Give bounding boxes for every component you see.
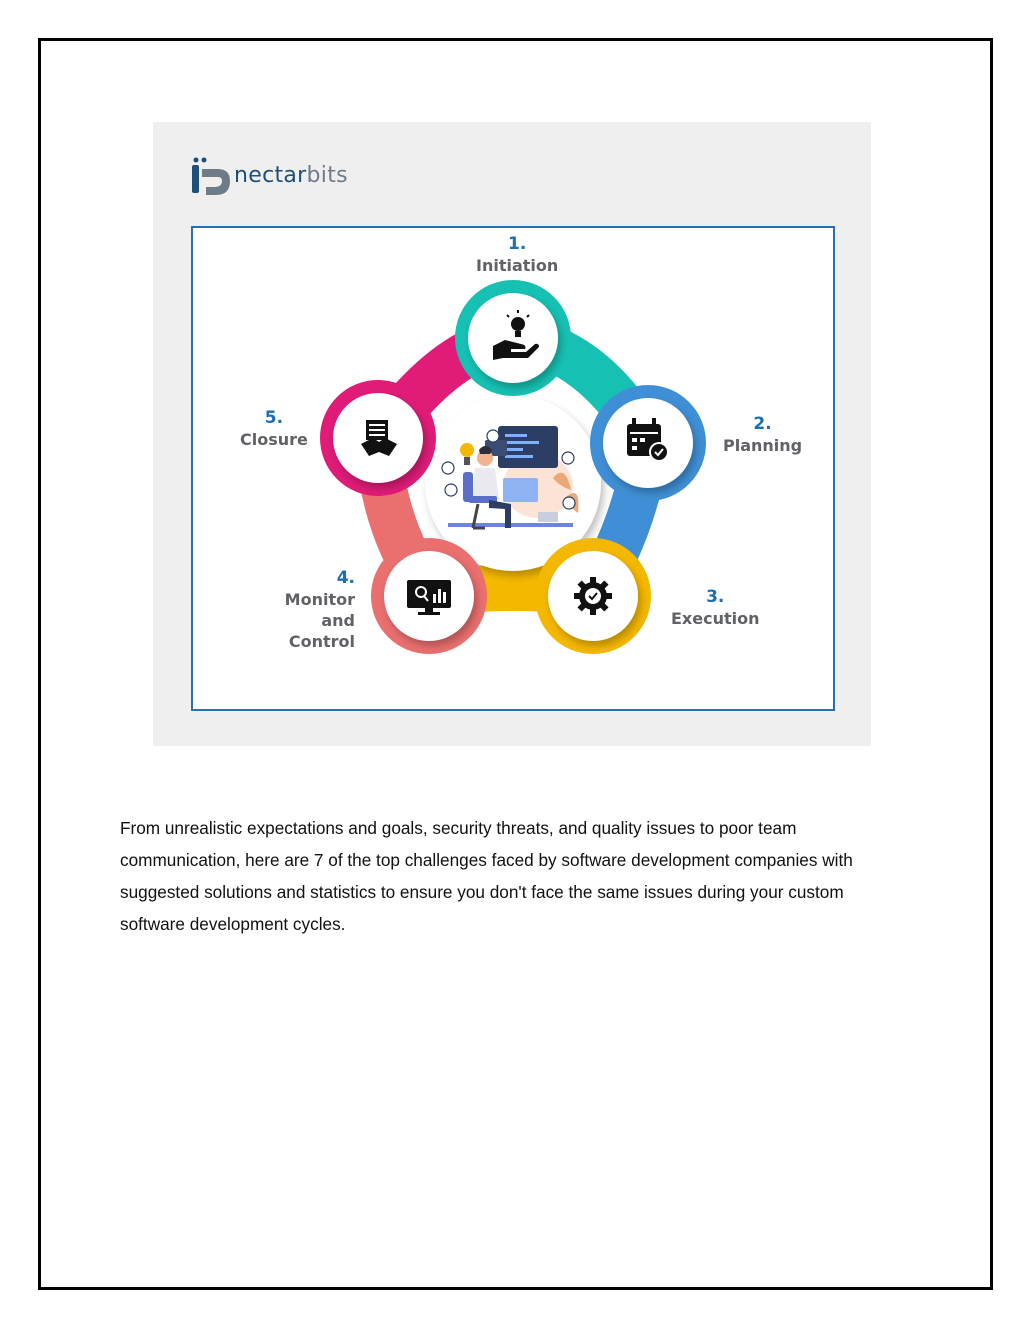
nectarbits-logo-icon (190, 155, 232, 201)
step-4-number: 4. (336, 568, 355, 588)
step-2-title: Planning (723, 436, 803, 455)
step-4-node (371, 538, 487, 654)
step-1-node (455, 280, 571, 396)
step-5-title: Closure (240, 430, 308, 449)
step-2-number: 2. (753, 414, 772, 434)
step-4-label (281, 568, 355, 652)
step-4-title-line-1: Monitor (284, 590, 355, 609)
step-3-number: 3. (706, 587, 725, 607)
step-1-title: Initiation (476, 256, 559, 275)
logo-wordmark (234, 163, 348, 188)
step-2-node (590, 385, 706, 501)
step-3-label (671, 587, 760, 629)
step-1-label (476, 234, 558, 276)
nectarbits-logo (190, 155, 380, 201)
body-paragraph: From unrealistic expectations and goals, security threats, and quality issues to poor team communication, here are 7 of the top challenges faced by software development companies with suggested solutions and statistics to ensure you don't face the same issues during your custom software development cycles. (120, 818, 853, 934)
step-4-title-line-3: Control (288, 632, 355, 651)
logo-wordmark-nectar: nectar (234, 163, 307, 188)
step-5-label (240, 408, 308, 450)
step-5-number: 5. (264, 408, 284, 428)
gear-check-icon (574, 577, 612, 615)
logo-wordmark-bits: bits (306, 163, 348, 188)
step-4-title-line-2: and (321, 611, 355, 630)
step-2-label (723, 414, 802, 456)
step-3-node (535, 538, 651, 654)
lifecycle-diagram (191, 226, 835, 711)
step-5-node (320, 380, 436, 496)
step-1-number: 1. (507, 234, 527, 254)
step-3-title: Execution (671, 609, 760, 628)
